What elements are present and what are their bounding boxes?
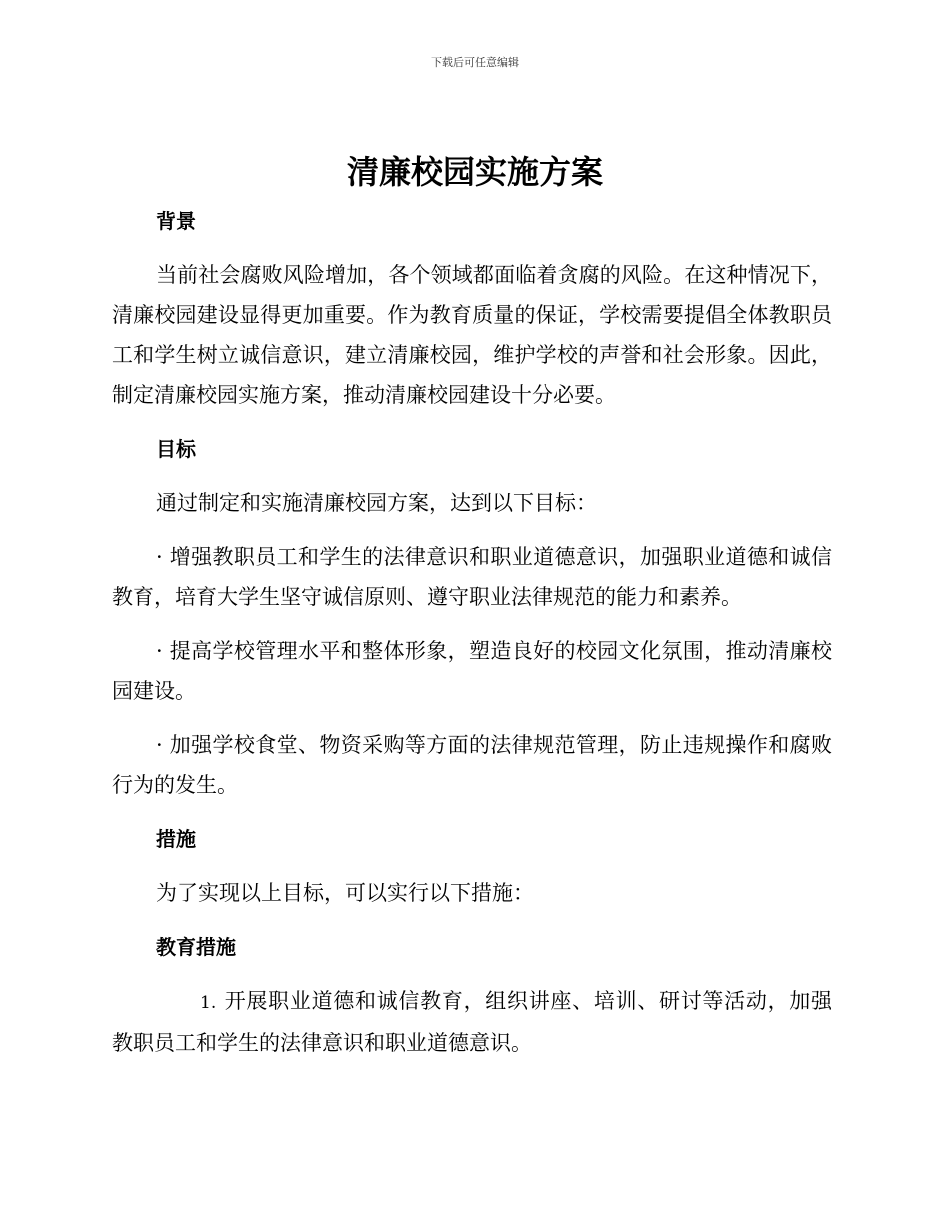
document-title: 清廉校园实施方案 — [346, 153, 603, 191]
education-item-text: 开展职业道德和诚信教育，组织讲座、培训、研讨等活动，加强教职员工和学生的法律意识和职业道德意识。 — [112, 989, 832, 1055]
goal-item: · 加强学校食堂、物资采购等方面的法律规范管理，防止违规操作和腐败行为的发生。 — [112, 733, 832, 797]
goal-item: · 增强教职员工和学生的法律意识和职业道德意识，加强职业道德和诚信教育，培育大学生坚守诚信原则、遵守职业法律规范的能力和素养。 — [112, 545, 832, 609]
education-item — [112, 981, 832, 1063]
document-body — [112, 201, 832, 1077]
section-heading-background: 背景 — [156, 209, 196, 233]
section-heading-goals: 目标 — [156, 437, 196, 461]
background-paragraph: 当前社会腐败风险增加，各个领域都面临着贪腐的风险。在这种情况下，清廉校园建设显得更加重要。作为教育质量的保证，学校需要提倡全体教职员工和学生树立诚信意识，建立清廉校园，维护学校的声誉和社会形象。因此，制定清廉校园实施方案，推动清廉校园建设十分必要。 — [112, 263, 832, 407]
goal-item: · 提高学校管理水平和整体形象，塑造良好的校园文化氛围，推动清廉校园建设。 — [112, 639, 832, 703]
section-heading-measures: 措施 — [156, 827, 196, 851]
goals-intro: 通过制定和实施清廉校园方案，达到以下目标： — [156, 491, 597, 515]
page-header-note: 下载后可任意编辑 — [431, 56, 519, 69]
section-heading-education: 教育措施 — [156, 935, 236, 959]
list-number: 1. — [200, 993, 217, 1013]
measures-intro: 为了实现以上目标，可以实行以下措施： — [156, 881, 534, 905]
